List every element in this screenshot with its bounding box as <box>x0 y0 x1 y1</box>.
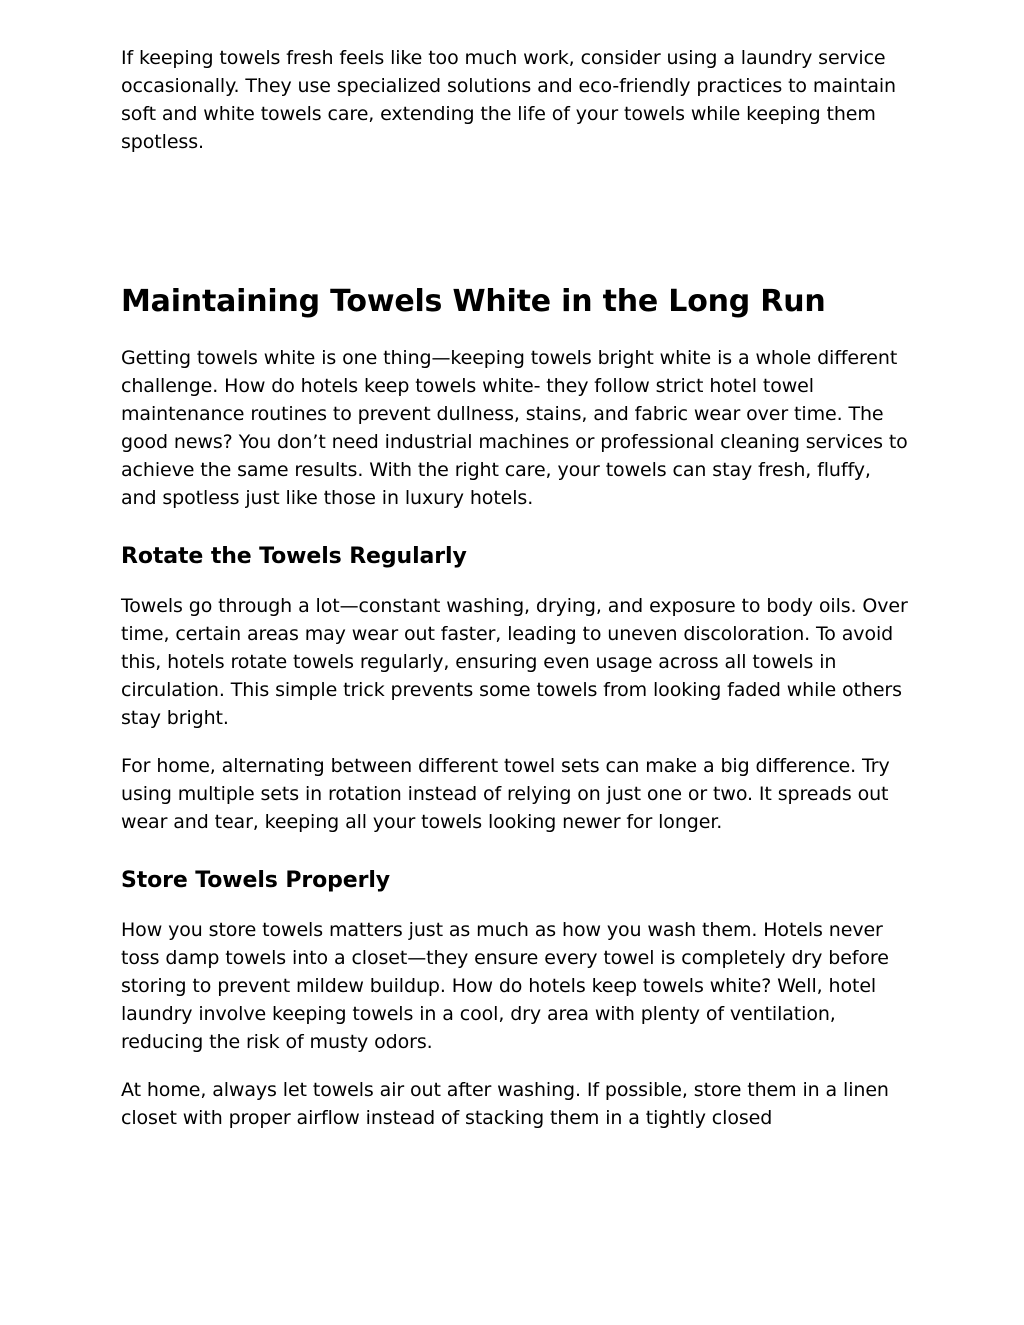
section-heading-maintaining-towels-white: Maintaining Towels White in the Long Run <box>121 284 826 319</box>
document-page <box>121 44 911 1132</box>
rotate-paragraph-2: For home, alternating between different towel sets can make a big difference. Try using multiple sets in rotation instead of relying on just one or two. It spreads out wear and tear, keeping all your towels looking newer for longer. <box>121 755 890 833</box>
intro-paragraph: If keeping towels fresh feels like too much work, consider using a laundry service occasionally. They use specialized solutions and eco-friendly practices to maintain soft and white towels care, extending the life of your towels while keeping them spotless. <box>121 47 896 153</box>
section-paragraph-maintaining: Getting towels white is one thing—keeping towels bright white is a whole different challenge. How do hotels keep towels white- they follow strict hotel towel maintenance routines to prevent dullness, stains, and fabric wear over time. The good news? You don’t need industrial machines or professional cleaning services to achieve the same results. With the right care, your towels can stay fresh, fluffy, and spotless just like those in luxury hotels. <box>121 347 908 509</box>
store-paragraph-2: At home, always let towels air out after washing. If possible, store them in a linen closet with proper airflow instead of stacking them in a tightly closed <box>121 1079 889 1129</box>
subheading-store-towels: Store Towels Properly <box>121 868 391 893</box>
store-paragraph-1: How you store towels matters just as much as how you wash them. Hotels never toss damp towels into a closet—they ensure every towel is completely dry before storing to prevent mildew buildup. How do hotels keep towels white? Well, hotel laundry involve keeping towels in a cool, dry area with plenty of ventilation, reducing the risk of musty odors. <box>121 919 889 1053</box>
rotate-paragraph-1: Towels go through a lot—constant washing, drying, and exposure to body oils. Over time, certain areas may wear out faster, leading to uneven discoloration. To avoid this, hotels rotate towels regularly, ensuring even usage across all towels in circulation. This simple trick prevents some towels from looking faded while others stay bright. <box>121 595 908 729</box>
subheading-rotate-towels: Rotate the Towels Regularly <box>121 544 467 569</box>
